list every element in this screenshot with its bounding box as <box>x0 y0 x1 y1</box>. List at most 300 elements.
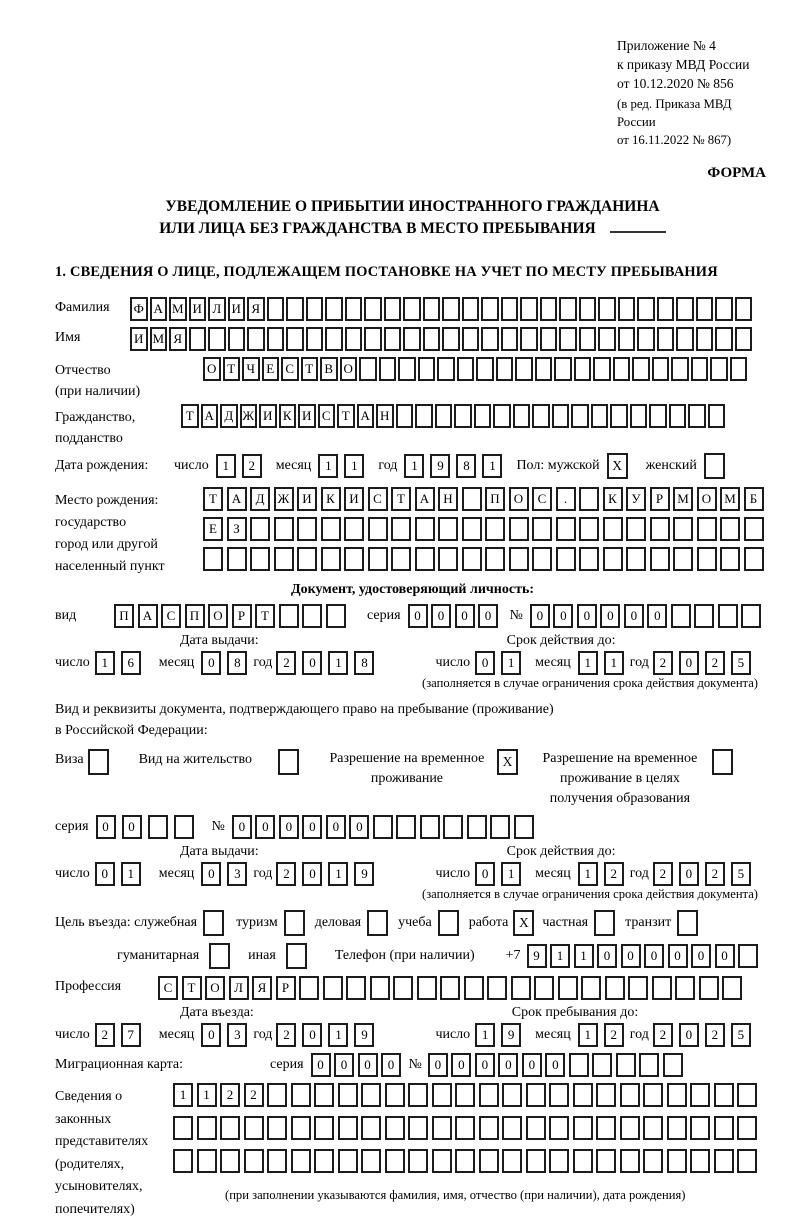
char-cell[interactable]: К <box>603 487 623 511</box>
char-cell[interactable]: 0 <box>334 1053 354 1077</box>
char-cell[interactable] <box>291 1149 311 1173</box>
temp-residence-checkbox[interactable]: X <box>497 749 518 775</box>
char-cell[interactable] <box>509 517 529 541</box>
char-cell[interactable]: 2 <box>705 862 725 886</box>
char-cell[interactable] <box>502 1083 522 1107</box>
char-cell[interactable]: 0 <box>691 944 711 968</box>
char-cell[interactable] <box>291 1116 311 1140</box>
char-cell[interactable] <box>696 297 714 321</box>
char-cell[interactable]: 1 <box>574 944 594 968</box>
char-cell[interactable]: 0 <box>553 604 573 628</box>
char-cell[interactable] <box>443 815 463 839</box>
char-cell[interactable] <box>455 1116 475 1140</box>
char-cell[interactable] <box>691 357 709 381</box>
char-cell[interactable] <box>338 1149 358 1173</box>
char-cell[interactable]: 0 <box>451 1053 471 1077</box>
char-cell[interactable]: 0 <box>644 944 664 968</box>
char-cell[interactable] <box>396 815 416 839</box>
char-cell[interactable] <box>415 404 433 428</box>
char-cell[interactable] <box>720 517 740 541</box>
char-cell[interactable]: З <box>227 517 247 541</box>
char-cell[interactable]: Ф <box>130 297 148 321</box>
char-cell[interactable]: 0 <box>647 604 667 628</box>
char-cell[interactable] <box>540 297 558 321</box>
char-cell[interactable]: М <box>150 327 168 351</box>
char-cell[interactable] <box>440 976 460 1000</box>
purpose-transit-checkbox[interactable] <box>677 910 698 936</box>
visa-checkbox[interactable] <box>88 749 109 775</box>
char-cell[interactable] <box>398 357 416 381</box>
char-cell[interactable]: 0 <box>577 604 597 628</box>
char-cell[interactable] <box>558 976 578 1000</box>
char-cell[interactable] <box>385 1116 405 1140</box>
char-cell[interactable] <box>479 1083 499 1107</box>
char-cell[interactable]: 0 <box>96 815 116 839</box>
char-cell[interactable] <box>737 1149 757 1173</box>
char-cell[interactable]: 0 <box>475 862 495 886</box>
char-cell[interactable] <box>650 547 670 571</box>
char-cell[interactable] <box>432 1083 452 1107</box>
char-cell[interactable]: 2 <box>95 1023 115 1047</box>
char-cell[interactable] <box>688 404 706 428</box>
char-cell[interactable] <box>735 327 753 351</box>
char-cell[interactable]: 0 <box>279 815 299 839</box>
char-cell[interactable]: 0 <box>679 862 699 886</box>
char-cell[interactable]: 0 <box>302 651 322 675</box>
char-cell[interactable] <box>438 547 458 571</box>
char-cell[interactable]: К <box>279 404 297 428</box>
char-cell[interactable] <box>174 815 194 839</box>
char-cell[interactable] <box>396 404 414 428</box>
char-cell[interactable]: 6 <box>121 651 141 675</box>
char-cell[interactable] <box>520 297 538 321</box>
char-cell[interactable]: П <box>185 604 205 628</box>
char-cell[interactable]: 2 <box>705 651 725 675</box>
char-cell[interactable]: 1 <box>578 862 598 886</box>
char-cell[interactable]: С <box>161 604 181 628</box>
char-cell[interactable]: 0 <box>475 1053 495 1077</box>
char-cell[interactable] <box>616 1053 636 1077</box>
char-cell[interactable] <box>462 327 480 351</box>
char-cell[interactable] <box>552 404 570 428</box>
char-cell[interactable] <box>286 297 304 321</box>
char-cell[interactable]: 0 <box>530 604 550 628</box>
char-cell[interactable] <box>532 404 550 428</box>
char-cell[interactable]: 0 <box>381 1053 401 1077</box>
char-cell[interactable] <box>479 1149 499 1173</box>
char-cell[interactable]: 0 <box>408 604 428 628</box>
char-cell[interactable] <box>408 1116 428 1140</box>
char-cell[interactable] <box>744 547 764 571</box>
char-cell[interactable] <box>173 1149 193 1173</box>
char-cell[interactable] <box>417 976 437 1000</box>
char-cell[interactable] <box>485 517 505 541</box>
char-cell[interactable] <box>596 1083 616 1107</box>
char-cell[interactable] <box>652 976 672 1000</box>
char-cell[interactable]: Р <box>650 487 670 511</box>
purpose-humanitarian-checkbox[interactable] <box>209 943 230 969</box>
char-cell[interactable] <box>359 357 377 381</box>
char-cell[interactable] <box>228 327 246 351</box>
char-cell[interactable] <box>637 327 655 351</box>
char-cell[interactable]: 0 <box>326 815 346 839</box>
char-cell[interactable] <box>667 1149 687 1173</box>
char-cell[interactable] <box>554 357 572 381</box>
char-cell[interactable]: 7 <box>121 1023 141 1047</box>
purpose-official-checkbox[interactable] <box>203 910 224 936</box>
char-cell[interactable]: 0 <box>349 815 369 839</box>
char-cell[interactable] <box>690 1116 710 1140</box>
char-cell[interactable] <box>314 1149 334 1173</box>
char-cell[interactable]: 0 <box>478 604 498 628</box>
char-cell[interactable] <box>432 1116 452 1140</box>
char-cell[interactable] <box>667 1083 687 1107</box>
char-cell[interactable] <box>189 327 207 351</box>
char-cell[interactable] <box>569 1053 589 1077</box>
char-cell[interactable] <box>197 1116 217 1140</box>
char-cell[interactable]: 0 <box>600 604 620 628</box>
char-cell[interactable] <box>556 517 576 541</box>
char-cell[interactable]: 0 <box>311 1053 331 1077</box>
char-cell[interactable] <box>639 1053 659 1077</box>
char-cell[interactable] <box>605 976 625 1000</box>
char-cell[interactable]: К <box>321 487 341 511</box>
char-cell[interactable] <box>514 815 534 839</box>
char-cell[interactable] <box>467 815 487 839</box>
char-cell[interactable]: Ж <box>240 404 258 428</box>
char-cell[interactable] <box>344 517 364 541</box>
char-cell[interactable] <box>650 517 670 541</box>
char-cell[interactable] <box>438 517 458 541</box>
char-cell[interactable] <box>620 1083 640 1107</box>
char-cell[interactable] <box>420 815 440 839</box>
purpose-tourism-checkbox[interactable] <box>284 910 305 936</box>
char-cell[interactable] <box>297 517 317 541</box>
char-cell[interactable]: 0 <box>522 1053 542 1077</box>
char-cell[interactable] <box>384 297 402 321</box>
char-cell[interactable] <box>423 327 441 351</box>
char-cell[interactable]: У <box>626 487 646 511</box>
char-cell[interactable] <box>509 547 529 571</box>
char-cell[interactable] <box>744 517 764 541</box>
char-cell[interactable] <box>596 1149 616 1173</box>
char-cell[interactable] <box>579 487 599 511</box>
char-cell[interactable] <box>462 487 482 511</box>
sex-male-checkbox[interactable]: X <box>607 453 628 479</box>
char-cell[interactable] <box>610 404 628 428</box>
char-cell[interactable]: О <box>697 487 717 511</box>
char-cell[interactable] <box>718 604 738 628</box>
char-cell[interactable]: О <box>340 357 358 381</box>
char-cell[interactable]: 5 <box>731 862 751 886</box>
char-cell[interactable] <box>603 547 623 571</box>
char-cell[interactable] <box>722 976 742 1000</box>
char-cell[interactable]: 2 <box>276 651 296 675</box>
char-cell[interactable]: 0 <box>668 944 688 968</box>
char-cell[interactable] <box>267 1149 287 1173</box>
char-cell[interactable]: Д <box>220 404 238 428</box>
char-cell[interactable]: 2 <box>276 862 296 886</box>
char-cell[interactable] <box>515 357 533 381</box>
char-cell[interactable]: 1 <box>173 1083 193 1107</box>
char-cell[interactable]: С <box>318 404 336 428</box>
purpose-business-checkbox[interactable] <box>367 910 388 936</box>
char-cell[interactable] <box>338 1083 358 1107</box>
char-cell[interactable]: 0 <box>498 1053 518 1077</box>
char-cell[interactable]: 1 <box>328 651 348 675</box>
char-cell[interactable] <box>730 357 748 381</box>
char-cell[interactable] <box>618 297 636 321</box>
char-cell[interactable]: 0 <box>201 862 221 886</box>
char-cell[interactable] <box>462 297 480 321</box>
char-cell[interactable]: 0 <box>201 1023 221 1047</box>
char-cell[interactable] <box>737 1116 757 1140</box>
char-cell[interactable]: Д <box>250 487 270 511</box>
char-cell[interactable] <box>694 604 714 628</box>
char-cell[interactable]: И <box>297 487 317 511</box>
char-cell[interactable] <box>462 517 482 541</box>
char-cell[interactable] <box>464 976 484 1000</box>
char-cell[interactable] <box>643 1149 663 1173</box>
char-cell[interactable]: М <box>720 487 740 511</box>
char-cell[interactable] <box>669 404 687 428</box>
char-cell[interactable]: 1 <box>344 454 364 478</box>
char-cell[interactable] <box>559 327 577 351</box>
char-cell[interactable] <box>408 1083 428 1107</box>
char-cell[interactable] <box>274 517 294 541</box>
char-cell[interactable]: 1 <box>95 651 115 675</box>
char-cell[interactable]: Т <box>337 404 355 428</box>
char-cell[interactable]: Т <box>181 404 199 428</box>
char-cell[interactable]: 1 <box>578 651 598 675</box>
char-cell[interactable] <box>384 327 402 351</box>
char-cell[interactable]: 0 <box>358 1053 378 1077</box>
char-cell[interactable] <box>306 327 324 351</box>
char-cell[interactable]: 0 <box>455 604 475 628</box>
char-cell[interactable] <box>326 604 346 628</box>
char-cell[interactable] <box>274 547 294 571</box>
char-cell[interactable] <box>250 517 270 541</box>
char-cell[interactable]: 1 <box>197 1083 217 1107</box>
char-cell[interactable]: 1 <box>604 651 624 675</box>
char-cell[interactable]: Т <box>391 487 411 511</box>
char-cell[interactable]: 5 <box>731 1023 751 1047</box>
char-cell[interactable]: Ж <box>274 487 294 511</box>
char-cell[interactable] <box>247 327 265 351</box>
char-cell[interactable] <box>591 404 609 428</box>
char-cell[interactable] <box>361 1149 381 1173</box>
char-cell[interactable]: М <box>169 297 187 321</box>
char-cell[interactable] <box>573 1116 593 1140</box>
char-cell[interactable] <box>671 357 689 381</box>
char-cell[interactable]: 2 <box>276 1023 296 1047</box>
char-cell[interactable]: О <box>205 976 225 1000</box>
char-cell[interactable] <box>244 1149 264 1173</box>
char-cell[interactable]: 5 <box>731 651 751 675</box>
char-cell[interactable]: 9 <box>354 862 374 886</box>
char-cell[interactable] <box>364 327 382 351</box>
char-cell[interactable] <box>373 815 393 839</box>
char-cell[interactable] <box>618 327 636 351</box>
char-cell[interactable] <box>479 1116 499 1140</box>
char-cell[interactable] <box>676 327 694 351</box>
char-cell[interactable]: В <box>320 357 338 381</box>
char-cell[interactable] <box>403 327 421 351</box>
char-cell[interactable] <box>481 297 499 321</box>
char-cell[interactable] <box>735 297 753 321</box>
char-cell[interactable]: Р <box>232 604 252 628</box>
char-cell[interactable] <box>637 297 655 321</box>
char-cell[interactable] <box>286 327 304 351</box>
char-cell[interactable] <box>244 1116 264 1140</box>
char-cell[interactable] <box>368 547 388 571</box>
char-cell[interactable]: 2 <box>244 1083 264 1107</box>
char-cell[interactable] <box>697 517 717 541</box>
char-cell[interactable]: А <box>227 487 247 511</box>
temp-residence-edu-checkbox[interactable] <box>712 749 733 775</box>
char-cell[interactable]: 1 <box>328 862 348 886</box>
char-cell[interactable]: 9 <box>527 944 547 968</box>
char-cell[interactable]: 1 <box>550 944 570 968</box>
char-cell[interactable] <box>344 547 364 571</box>
char-cell[interactable]: Т <box>223 357 241 381</box>
char-cell[interactable] <box>220 1149 240 1173</box>
char-cell[interactable]: 1 <box>404 454 424 478</box>
char-cell[interactable] <box>502 1149 522 1173</box>
char-cell[interactable]: 0 <box>302 815 322 839</box>
char-cell[interactable]: 0 <box>122 815 142 839</box>
char-cell[interactable]: С <box>532 487 552 511</box>
char-cell[interactable]: Л <box>208 297 226 321</box>
char-cell[interactable]: 1 <box>216 454 236 478</box>
purpose-other-checkbox[interactable] <box>286 943 307 969</box>
char-cell[interactable]: И <box>259 404 277 428</box>
char-cell[interactable] <box>474 404 492 428</box>
char-cell[interactable] <box>603 517 623 541</box>
char-cell[interactable]: Т <box>203 487 223 511</box>
char-cell[interactable] <box>370 976 390 1000</box>
char-cell[interactable]: 9 <box>501 1023 521 1047</box>
char-cell[interactable]: 1 <box>501 651 521 675</box>
char-cell[interactable]: . <box>556 487 576 511</box>
char-cell[interactable]: 0 <box>302 862 322 886</box>
char-cell[interactable] <box>535 357 553 381</box>
char-cell[interactable] <box>385 1083 405 1107</box>
char-cell[interactable] <box>502 1116 522 1140</box>
char-cell[interactable] <box>737 1083 757 1107</box>
residence-permit-checkbox[interactable] <box>278 749 299 775</box>
char-cell[interactable] <box>573 1083 593 1107</box>
char-cell[interactable] <box>368 517 388 541</box>
char-cell[interactable]: 0 <box>428 1053 448 1077</box>
char-cell[interactable]: А <box>201 404 219 428</box>
char-cell[interactable] <box>663 1053 683 1077</box>
char-cell[interactable] <box>462 547 482 571</box>
char-cell[interactable] <box>630 404 648 428</box>
char-cell[interactable] <box>364 297 382 321</box>
char-cell[interactable] <box>379 357 397 381</box>
char-cell[interactable] <box>598 297 616 321</box>
char-cell[interactable]: 0 <box>597 944 617 968</box>
char-cell[interactable] <box>526 1149 546 1173</box>
char-cell[interactable] <box>573 1149 593 1173</box>
char-cell[interactable] <box>208 327 226 351</box>
char-cell[interactable] <box>361 1083 381 1107</box>
char-cell[interactable] <box>220 1116 240 1140</box>
char-cell[interactable] <box>485 547 505 571</box>
char-cell[interactable]: Е <box>262 357 280 381</box>
char-cell[interactable]: Р <box>276 976 296 1000</box>
char-cell[interactable]: С <box>368 487 388 511</box>
char-cell[interactable] <box>267 327 285 351</box>
char-cell[interactable] <box>323 976 343 1000</box>
char-cell[interactable]: 0 <box>624 604 644 628</box>
char-cell[interactable] <box>657 297 675 321</box>
char-cell[interactable]: 0 <box>255 815 275 839</box>
char-cell[interactable] <box>279 604 299 628</box>
char-cell[interactable]: Н <box>376 404 394 428</box>
char-cell[interactable] <box>690 1149 710 1173</box>
char-cell[interactable]: Т <box>255 604 275 628</box>
char-cell[interactable] <box>455 1149 475 1173</box>
char-cell[interactable]: 2 <box>604 862 624 886</box>
char-cell[interactable] <box>346 976 366 1000</box>
char-cell[interactable] <box>579 327 597 351</box>
char-cell[interactable]: 0 <box>545 1053 565 1077</box>
char-cell[interactable] <box>671 604 691 628</box>
char-cell[interactable] <box>559 297 577 321</box>
char-cell[interactable] <box>148 815 168 839</box>
char-cell[interactable]: Л <box>229 976 249 1000</box>
char-cell[interactable]: 1 <box>578 1023 598 1047</box>
char-cell[interactable] <box>626 517 646 541</box>
char-cell[interactable] <box>415 547 435 571</box>
char-cell[interactable]: 2 <box>604 1023 624 1047</box>
char-cell[interactable]: 2 <box>705 1023 725 1047</box>
char-cell[interactable]: О <box>203 357 221 381</box>
char-cell[interactable] <box>526 1083 546 1107</box>
char-cell[interactable]: 0 <box>679 651 699 675</box>
purpose-study-checkbox[interactable] <box>438 910 459 936</box>
char-cell[interactable] <box>532 517 552 541</box>
char-cell[interactable]: Н <box>438 487 458 511</box>
char-cell[interactable] <box>321 547 341 571</box>
char-cell[interactable] <box>675 976 695 1000</box>
char-cell[interactable]: О <box>509 487 529 511</box>
char-cell[interactable] <box>325 297 343 321</box>
char-cell[interactable] <box>454 404 472 428</box>
char-cell[interactable] <box>455 1083 475 1107</box>
char-cell[interactable] <box>571 404 589 428</box>
char-cell[interactable]: 1 <box>475 1023 495 1047</box>
char-cell[interactable] <box>620 1116 640 1140</box>
sex-female-checkbox[interactable] <box>704 453 725 479</box>
char-cell[interactable]: 1 <box>482 454 502 478</box>
char-cell[interactable] <box>437 357 455 381</box>
char-cell[interactable] <box>657 327 675 351</box>
char-cell[interactable] <box>306 297 324 321</box>
char-cell[interactable] <box>676 297 694 321</box>
char-cell[interactable] <box>415 517 435 541</box>
char-cell[interactable] <box>250 547 270 571</box>
char-cell[interactable] <box>720 547 740 571</box>
char-cell[interactable] <box>385 1149 405 1173</box>
char-cell[interactable] <box>596 1116 616 1140</box>
char-cell[interactable] <box>714 1083 734 1107</box>
char-cell[interactable] <box>710 357 728 381</box>
char-cell[interactable] <box>173 1116 193 1140</box>
char-cell[interactable] <box>579 297 597 321</box>
